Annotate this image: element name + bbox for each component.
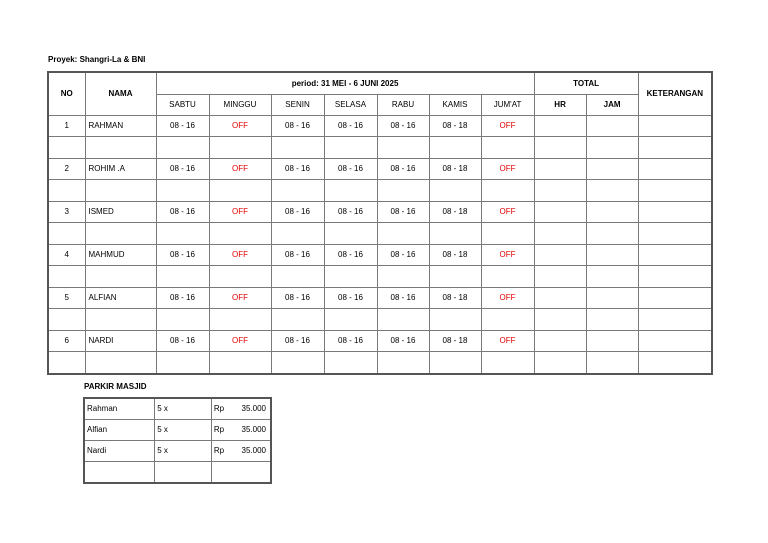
total-jam-cell [586, 331, 638, 352]
empty-cell [271, 180, 324, 202]
row-name: ISMED [85, 202, 156, 223]
empty-cell [481, 223, 534, 245]
shift-cell: 08 - 16 [377, 331, 429, 352]
row-no: 6 [48, 331, 85, 352]
shift-cell: 08 - 16 [271, 116, 324, 137]
empty-cell [586, 223, 638, 245]
empty-cell [85, 180, 156, 202]
empty-cell [429, 223, 481, 245]
parkir-amount: 35.000 [241, 404, 266, 413]
table-row [48, 288, 712, 309]
shift-cell: 08 - 16 [271, 331, 324, 352]
empty-cell [534, 223, 586, 245]
empty-cell [271, 137, 324, 159]
header-day-kamis: KAMIS [429, 95, 481, 116]
total-hr-cell [534, 202, 586, 223]
table-row [48, 116, 712, 137]
header-keterangan: KETERANGAN [638, 72, 712, 116]
empty-cell [534, 352, 586, 375]
empty-cell [586, 309, 638, 331]
shift-cell: OFF [209, 202, 271, 223]
header-period: period: 31 MEI - 6 JUNI 2025 [156, 72, 534, 95]
row-name: MAHMUD [85, 245, 156, 266]
empty-cell [209, 266, 271, 288]
empty-cell [586, 137, 638, 159]
header-day-rabu: RABU [377, 95, 429, 116]
shift-cell: 08 - 16 [324, 245, 377, 266]
header-day-minggu: MINGGU [209, 95, 271, 116]
total-hr-cell [534, 159, 586, 180]
parkir-amount: 35.000 [241, 446, 266, 455]
empty-cell [271, 309, 324, 331]
empty-cell [48, 223, 85, 245]
empty-cell [48, 352, 85, 375]
empty-cell [534, 137, 586, 159]
shift-cell: OFF [481, 202, 534, 223]
empty-cell [377, 266, 429, 288]
parkir-amount-cell [211, 420, 271, 441]
empty-cell [271, 352, 324, 375]
empty-cell [429, 266, 481, 288]
row-no: 3 [48, 202, 85, 223]
empty-cell [48, 137, 85, 159]
parkir-currency: Rp [213, 425, 225, 434]
empty-cell [211, 462, 271, 484]
shift-cell: 08 - 16 [377, 288, 429, 309]
row-no: 5 [48, 288, 85, 309]
empty-cell [85, 223, 156, 245]
total-hr-cell [534, 116, 586, 137]
shift-cell: 08 - 16 [156, 202, 209, 223]
parkir-count: 5 x [155, 441, 212, 462]
empty-cell [156, 266, 209, 288]
header-total: TOTAL [534, 72, 638, 95]
empty-cell [271, 266, 324, 288]
table-row [48, 331, 712, 352]
empty-cell [638, 223, 712, 245]
empty-cell [324, 309, 377, 331]
total-hr-cell [534, 288, 586, 309]
blank-row [48, 352, 712, 375]
empty-cell [638, 266, 712, 288]
shift-cell: 08 - 18 [429, 331, 481, 352]
total-jam-cell [586, 245, 638, 266]
header-day-selasa: SELASA [324, 95, 377, 116]
header-day-senin: SENIN [271, 95, 324, 116]
empty-cell [48, 309, 85, 331]
shift-cell: 08 - 18 [429, 245, 481, 266]
empty-cell [84, 462, 155, 484]
shift-cell: 08 - 16 [156, 331, 209, 352]
empty-cell [429, 180, 481, 202]
header-day-sabtu: SABTU [156, 95, 209, 116]
empty-cell [85, 137, 156, 159]
shift-cell: OFF [209, 116, 271, 137]
shift-cell: 08 - 16 [156, 159, 209, 180]
shift-cell: 08 - 16 [324, 202, 377, 223]
parkir-empty-row [84, 462, 271, 484]
empty-cell [429, 352, 481, 375]
empty-cell [48, 266, 85, 288]
parkir-name: Alfian [84, 420, 155, 441]
empty-cell [209, 223, 271, 245]
table-row [48, 202, 712, 223]
empty-cell [324, 223, 377, 245]
total-hr-cell [534, 245, 586, 266]
empty-cell [324, 180, 377, 202]
empty-cell [534, 180, 586, 202]
table-row [48, 159, 712, 180]
table-row [48, 245, 712, 266]
empty-cell [534, 266, 586, 288]
header-no: NO [48, 72, 85, 116]
parkir-amount-cell [211, 441, 271, 462]
empty-cell [377, 309, 429, 331]
keterangan-cell [638, 331, 712, 352]
keterangan-cell [638, 288, 712, 309]
empty-cell [481, 266, 534, 288]
shift-cell: OFF [481, 116, 534, 137]
shift-cell: 08 - 16 [271, 288, 324, 309]
shift-cell: 08 - 16 [324, 159, 377, 180]
project-label: Proyek: Shangri-La & BNI [48, 55, 146, 64]
empty-cell [85, 266, 156, 288]
shift-cell: 08 - 16 [324, 288, 377, 309]
row-name: NARDI [85, 331, 156, 352]
shift-cell: 08 - 16 [377, 159, 429, 180]
total-jam-cell [586, 116, 638, 137]
keterangan-cell [638, 116, 712, 137]
header-hr: HR [534, 95, 586, 116]
shift-cell: 08 - 18 [429, 202, 481, 223]
empty-cell [481, 180, 534, 202]
empty-cell [638, 352, 712, 375]
keterangan-cell [638, 245, 712, 266]
blank-row [48, 309, 712, 331]
empty-cell [481, 137, 534, 159]
empty-cell [271, 223, 324, 245]
total-jam-cell [586, 288, 638, 309]
empty-cell [324, 266, 377, 288]
empty-cell [85, 309, 156, 331]
shift-cell: OFF [481, 331, 534, 352]
shift-cell: 08 - 16 [377, 116, 429, 137]
blank-row [48, 223, 712, 245]
header-nama: NAMA [85, 72, 156, 116]
parkir-amount-cell [211, 398, 271, 420]
header-day-jumat: JUM'AT [481, 95, 534, 116]
keterangan-cell [638, 159, 712, 180]
parkir-row [84, 398, 271, 420]
empty-cell [481, 352, 534, 375]
empty-cell [156, 352, 209, 375]
empty-cell [638, 137, 712, 159]
shift-cell: 08 - 16 [377, 245, 429, 266]
empty-cell [48, 180, 85, 202]
row-no: 1 [48, 116, 85, 137]
blank-row [48, 266, 712, 288]
empty-cell [156, 137, 209, 159]
schedule-table [47, 71, 713, 375]
empty-cell [429, 137, 481, 159]
empty-cell [377, 137, 429, 159]
parkir-currency: Rp [213, 446, 225, 455]
row-name: RAHMAN [85, 116, 156, 137]
shift-cell: OFF [209, 159, 271, 180]
blank-row [48, 180, 712, 202]
shift-cell: 08 - 18 [429, 116, 481, 137]
shift-cell: OFF [209, 331, 271, 352]
header-jam: JAM [586, 95, 638, 116]
parkir-amount: 35.000 [241, 425, 266, 434]
parkir-row [84, 420, 271, 441]
shift-cell: 08 - 16 [156, 245, 209, 266]
shift-cell: 08 - 18 [429, 159, 481, 180]
empty-cell [377, 180, 429, 202]
shift-cell: OFF [209, 288, 271, 309]
shift-cell: OFF [481, 245, 534, 266]
empty-cell [155, 462, 212, 484]
shift-cell: OFF [209, 245, 271, 266]
empty-cell [481, 309, 534, 331]
shift-cell: 08 - 16 [324, 116, 377, 137]
empty-cell [324, 137, 377, 159]
total-hr-cell [534, 331, 586, 352]
empty-cell [156, 180, 209, 202]
parkir-currency: Rp [213, 404, 225, 413]
empty-cell [209, 352, 271, 375]
parkir-name: Nardi [84, 441, 155, 462]
parkir-title: PARKIR MASJID [84, 382, 147, 391]
row-no: 2 [48, 159, 85, 180]
empty-cell [586, 266, 638, 288]
empty-cell [156, 223, 209, 245]
empty-cell [429, 309, 481, 331]
blank-row [48, 137, 712, 159]
total-jam-cell [586, 159, 638, 180]
parkir-name: Rahman [84, 398, 155, 420]
empty-cell [377, 223, 429, 245]
parkir-table [83, 397, 272, 484]
empty-cell [209, 309, 271, 331]
shift-cell: OFF [481, 288, 534, 309]
parkir-count: 5 x [155, 420, 212, 441]
row-no: 4 [48, 245, 85, 266]
empty-cell [586, 352, 638, 375]
parkir-row [84, 441, 271, 462]
shift-cell: 08 - 16 [377, 202, 429, 223]
shift-cell: 08 - 16 [156, 288, 209, 309]
empty-cell [156, 309, 209, 331]
empty-cell [638, 309, 712, 331]
empty-cell [209, 180, 271, 202]
shift-cell: 08 - 16 [156, 116, 209, 137]
empty-cell [586, 180, 638, 202]
total-jam-cell [586, 202, 638, 223]
empty-cell [209, 137, 271, 159]
empty-cell [324, 352, 377, 375]
empty-cell [377, 352, 429, 375]
empty-cell [534, 309, 586, 331]
shift-cell: 08 - 16 [271, 202, 324, 223]
row-name: ROHIM .A [85, 159, 156, 180]
row-name: ALFIAN [85, 288, 156, 309]
shift-cell: 08 - 16 [271, 159, 324, 180]
shift-cell: 08 - 16 [324, 331, 377, 352]
keterangan-cell [638, 202, 712, 223]
shift-cell: 08 - 16 [271, 245, 324, 266]
parkir-count: 5 x [155, 398, 212, 420]
empty-cell [638, 180, 712, 202]
shift-cell: 08 - 18 [429, 288, 481, 309]
empty-cell [85, 352, 156, 375]
shift-cell: OFF [481, 159, 534, 180]
